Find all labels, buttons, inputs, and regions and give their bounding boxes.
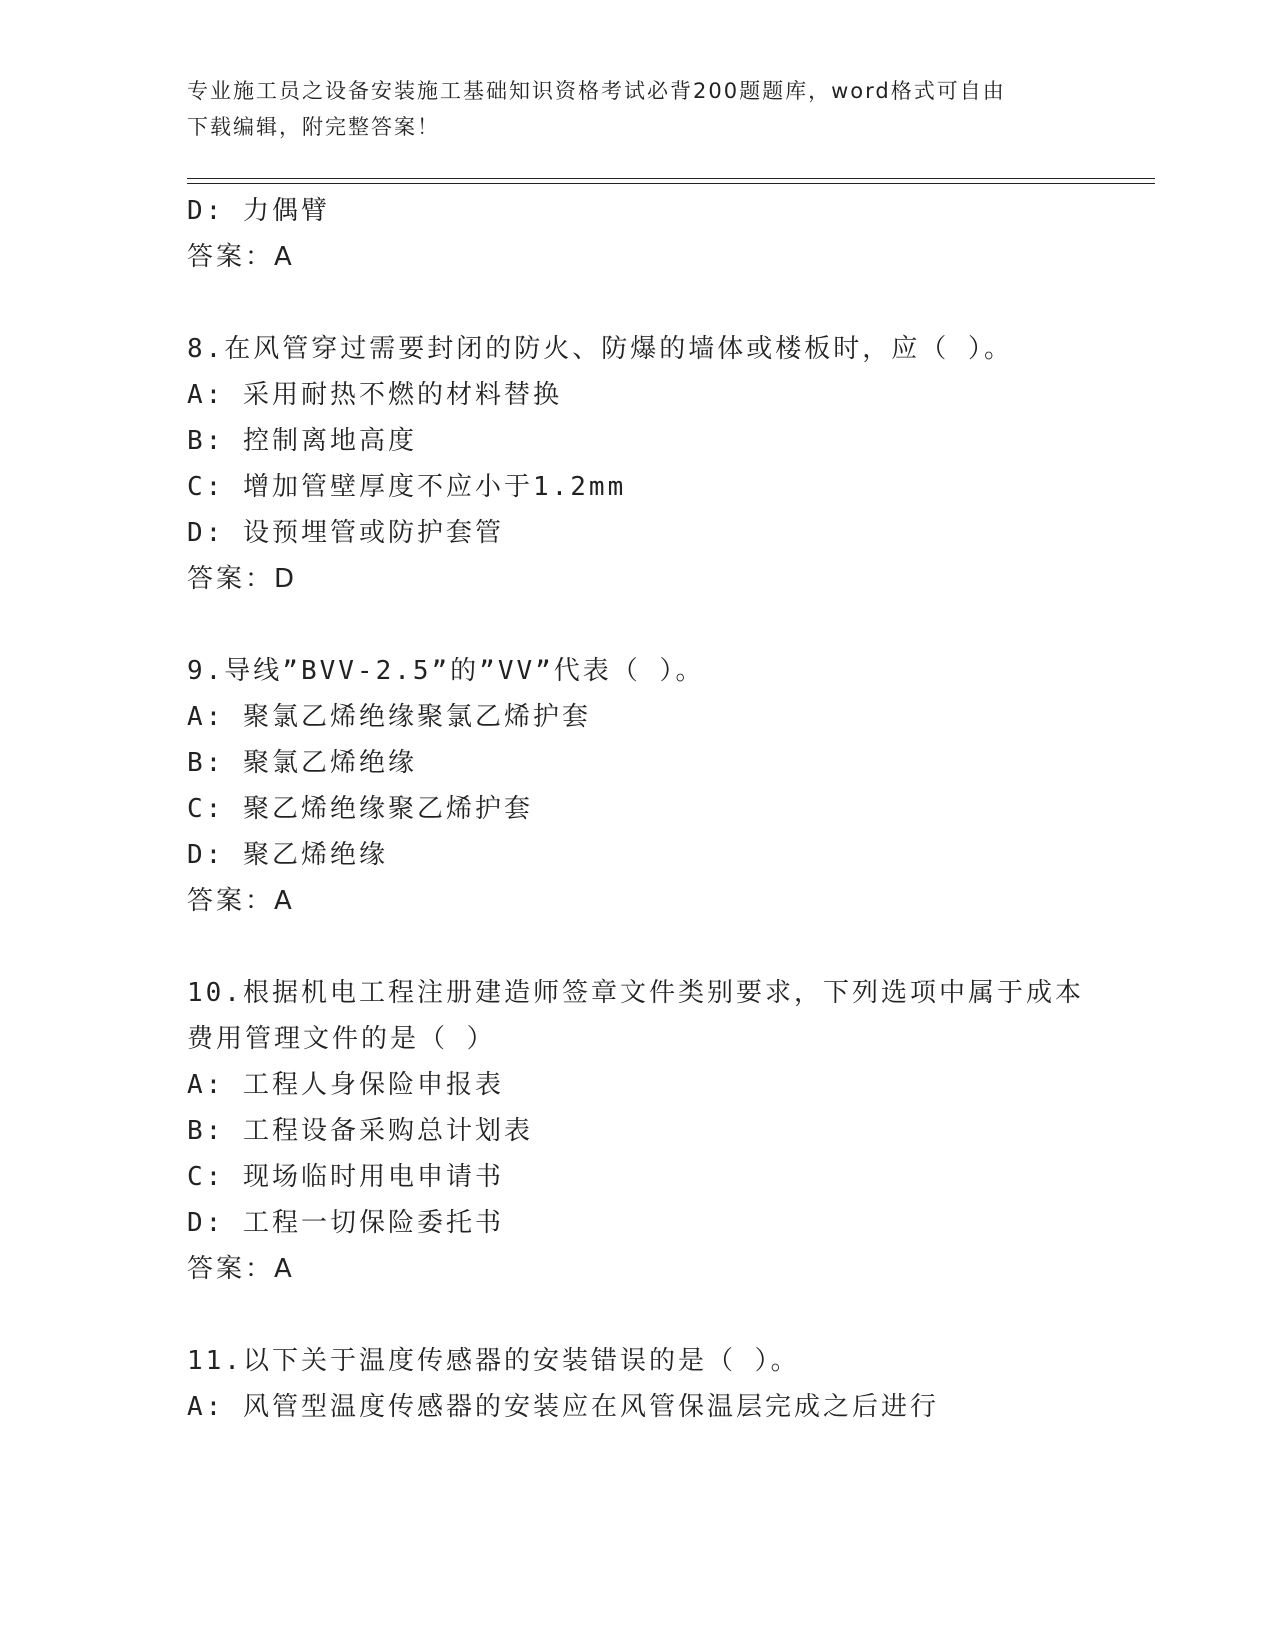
prev-option-d: D: 力偶臂 [187,196,330,226]
option-b: B: 工程设备采购总计划表 [187,1116,533,1146]
option-b: B: 控制离地高度 [187,426,417,456]
question-8 [187,326,1137,602]
option-d: D: 设预埋管或防护套管 [187,518,504,548]
answer: 答案：D [187,564,298,594]
option-d: D: 工程一切保险委托书 [187,1208,504,1238]
header-divider-top [187,178,1155,179]
question-text: 8.在风管穿过需要封闭的防火、防爆的墙体或楼板时，应（ ）。 [187,334,1013,364]
option-c: C: 增加管壁厚度不应小于1.2mm [187,472,627,502]
answer: 答案：A [187,1254,295,1284]
header-divider-bottom [187,183,1155,184]
option-a: A: 风管型温度传感器的安装应在风管保温层完成之后进行 [187,1392,939,1422]
question-text-line-1: 10.根据机电工程注册建造师签章文件类别要求，下列选项中属于成本 [187,978,1084,1008]
prev-answer: 答案：A [187,242,295,272]
question-text: 11.以下关于温度传感器的安装错误的是（ ）。 [187,1346,800,1376]
document-header [187,73,1087,145]
option-b: B: 聚氯乙烯绝缘 [187,748,417,778]
spacer [187,280,1137,326]
question-11 [187,1338,1137,1430]
question-list [187,188,1137,1430]
header-line-2: 下载编辑，附完整答案！ [187,115,440,139]
spacer [187,1292,1137,1338]
option-a: A: 工程人身保险申报表 [187,1070,504,1100]
spacer [187,602,1137,648]
option-a: A: 采用耐热不燃的材料替换 [187,380,562,410]
question-text: 9.导线”BVV-2.5”的”VV”代表（ ）。 [187,656,705,686]
question-9 [187,648,1137,924]
option-c: C: 现场临时用电申请书 [187,1162,504,1192]
question-text-line-2: 费用管理文件的是（ ） [187,1024,496,1054]
header-line-1: 专业施工员之设备安装施工基础知识资格考试必背200题题库，word格式可自由 [187,79,1006,103]
question-10 [187,970,1137,1292]
option-c: C: 聚乙烯绝缘聚乙烯护套 [187,794,533,824]
answer: 答案：A [187,886,295,916]
option-d: D: 聚乙烯绝缘 [187,840,388,870]
option-a: A: 聚氯乙烯绝缘聚氯乙烯护套 [187,702,591,732]
spacer [187,924,1137,970]
